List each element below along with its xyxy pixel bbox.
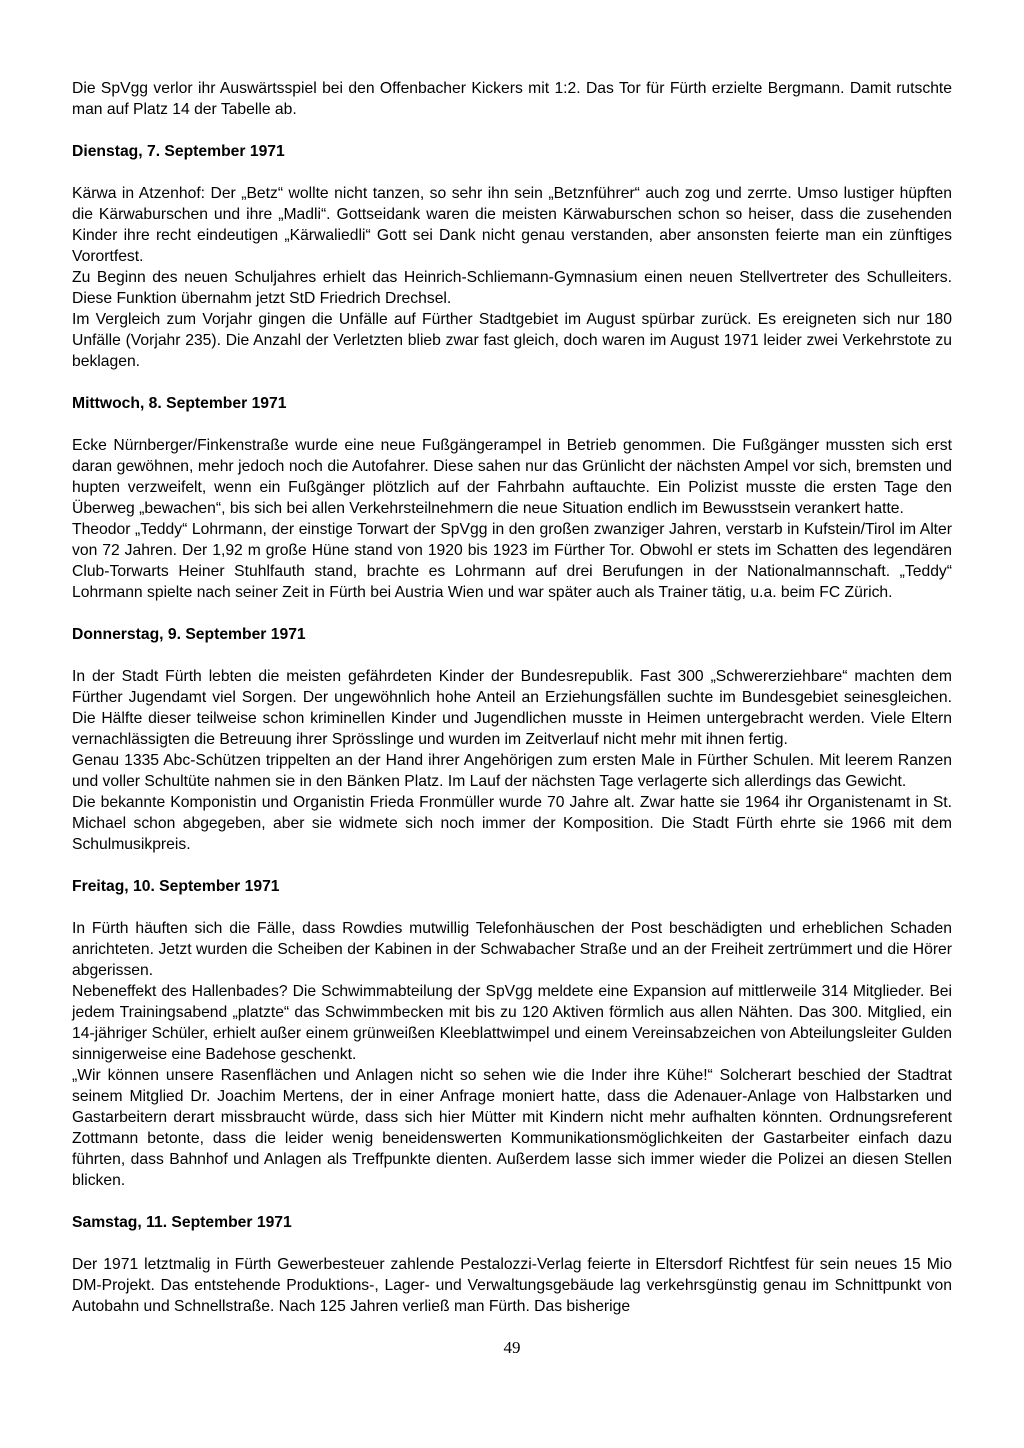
news-paragraph: Kärwa in Atzenhof: Der „Betz“ wollte nicht tanzen, so sehr ihn sein „Betznführer“ auch zog und zerrte. Umso lustiger hüpften die Kärwaburschen und ihre „Madli“. Gottseidank waren die meisten Kärwaburschen schon so heiser, dass die zusehenden Kinder ihre recht eindeutigen „Kärwaliedli“ Gott sei Dank nicht genau verstanden, aber ansonsten feierte man ein zünftiges Vorortfest. <box>72 185 952 265</box>
news-paragraph: Theodor „Teddy“ Lohrmann, der einstige Torwart der SpVgg in den großen zwanziger Jahren, verstarb in Kufstein/Tirol im Alter von 72 Jahren. Der 1,92 m große Hüne stand von 1920 bis 1923 im Fürther Tor. Obwohl er stets im Schatten des legendären Club-Torwarts Heiner Stuhlfauth stand, brachte es Lohrmann auf drei Berufungen in der Nationalmannschaft. „Teddy“ Lohrmann spielte nach seiner Zeit in Fürth bei Austria Wien und war später auch als Trainer tätig, u.a. beim FC Zürich. <box>72 521 952 601</box>
day-heading: Samstag, 11. September 1971 <box>72 1214 292 1231</box>
news-paragraph: Die SpVgg verlor ihr Auswärtsspiel bei den Offenbacher Kickers mit 1:2. Das Tor für Fürth erzielte Bergmann. Damit rutschte man auf Platz 14 der Tabelle ab. <box>72 80 952 118</box>
section-donnerstag-9-september <box>72 624 952 855</box>
page-content <box>72 78 952 1317</box>
day-heading: Freitag, 10. September 1971 <box>72 878 280 895</box>
page-number: 49 <box>503 1338 521 1357</box>
news-paragraph: Der 1971 letztmalig in Fürth Gewerbesteuer zahlende Pestalozzi-Verlag feierte in Eltersdorf Richtfest für sein neues 15 Mio DM-Projekt. Das entstehende Produktions-, Lager- und Verwaltungsgebäude lag verkehrsgünstig genau im Schnittpunkt von Autobahn und Schnellstraße. Nach 125 Jahren verließ man Fürth. Das bisherige <box>72 1256 952 1315</box>
news-paragraph: Zu Beginn des neuen Schuljahres erhielt das Heinrich-Schliemann-Gymnasium einen neuen Stellvertreter des Schulleiters. Diese Funktion übernahm jetzt StD Friedrich Drechsel. <box>72 269 952 307</box>
section-freitag-10-september <box>72 876 952 1191</box>
day-heading: Mittwoch, 8. September 1971 <box>72 395 287 412</box>
news-paragraph: „Wir können unsere Rasenflächen und Anlagen nicht so sehen wie die Inder ihre Kühe!“ Solcherart beschied der Stadtrat seinem Mitglied Dr. Joachim Mertens, der in einer Anfrage moniert hatte, dass die Adenauer-Anlage von Halbstarken und Gastarbeitern derart missbraucht würde, dass sich hier Mütter mit Kindern nicht mehr aufhalten könnten. Ordnungsreferent Zottmann betonte, dass die leider wenig beneidenswerten Kommunikationsmöglichkeiten der Gastarbeiter einfach dazu führten, dass Bahnhof und Anlagen als Treffpunkte dienten. Außerdem lasse sich immer wieder die Polizei an diesen Stellen blicken. <box>72 1067 952 1189</box>
news-paragraph: Die bekannte Komponistin und Organistin Frieda Fronmüller wurde 70 Jahre alt. Zwar hatte sie 1964 ihr Organistenamt in St. Michael schon abgegeben, aber sie widmete sich noch immer der Komposition. Die Stadt Fürth ehrte sie 1966 mit dem Schulmusikpreis. <box>72 794 952 853</box>
day-heading: Dienstag, 7. September 1971 <box>72 143 285 160</box>
day-heading: Donnerstag, 9. September 1971 <box>72 626 306 643</box>
news-paragraph: In der Stadt Fürth lebten die meisten gefährdeten Kinder der Bundesrepublik. Fast 300 „Schwererziehbare“ machten dem Fürther Jugendamt viel Sorgen. Der ungewöhnlich hohe Anteil an Erziehungsfällen suchte im Bundesgebiet seinesgleichen. Die Hälfte dieser teilweise schon kriminellen Kinder und Jugendlichen musste in Heimen untergebracht werden. Viele Eltern vernachlässigten die Betreuung ihrer Sprösslinge und wurden im Zeitverlauf nicht mehr mit ihnen fertig. <box>72 668 952 748</box>
section-dienstag-7-september <box>72 141 952 372</box>
news-paragraph: Genau 1335 Abc-Schützen trippelten an der Hand ihrer Angehörigen zum ersten Male in Fürther Schulen. Mit leerem Ranzen und voller Schultüte nahmen sie in den Bänken Platz. Im Lauf der nächsten Tage verlagerte sich allerdings das Gewicht. <box>72 752 952 790</box>
section-intro <box>72 78 952 120</box>
section-samstag-11-september <box>72 1212 952 1317</box>
news-paragraph: Nebeneffekt des Hallenbades? Die Schwimmabteilung der SpVgg meldete eine Expansion auf mittlerweile 314 Mitglieder. Bei jedem Trainingsabend „platzte“ das Schwimmbecken mit bis zu 120 Aktiven förmlich aus allen Nähten. Das 300. Mitglied, ein 14-jähriger Schüler, erhielt außer einem grünweißen Kleeblattwimpel und einem Vereinsabzeichen von Abteilungsleiter Gulden sinnigerweise eine Badehose geschenkt. <box>72 983 952 1063</box>
section-mittwoch-8-september <box>72 393 952 603</box>
news-paragraph: Im Vergleich zum Vorjahr gingen die Unfälle auf Fürther Stadtgebiet im August spürbar zurück. Es ereigneten sich nur 180 Unfälle (Vorjahr 235). Die Anzahl der Verletzten blieb zwar fast gleich, doch waren im August 1971 leider zwei Verkehrstote zu beklagen. <box>72 311 952 370</box>
news-paragraph: In Fürth häuften sich die Fälle, dass Rowdies mutwillig Telefonhäuschen der Post beschädigten und erheblichen Schaden anrichteten. Jetzt wurden die Scheiben der Kabinen in der Schwabacher Straße und an der Freiheit zertrümmert und die Hörer abgerissen. <box>72 920 952 979</box>
news-paragraph: Ecke Nürnberger/Finkenstraße wurde eine neue Fußgängerampel in Betrieb genommen. Die Fußgänger mussten sich erst daran gewöhnen, mehr jedoch noch die Autofahrer. Diese sahen nur das Grünlicht der nächsten Ampel vor sich, bremsten und hupten verzweifelt, wenn ein Fußgänger plötzlich auf der Fahrbahn auftauchte. Ein Polizist musste die ersten Tage den Überweg „bewachen“, bis sich bei allen Verkehrsteilnehmern die neue Situation endlich im Bewusstsein verankert hatte. <box>72 437 952 517</box>
